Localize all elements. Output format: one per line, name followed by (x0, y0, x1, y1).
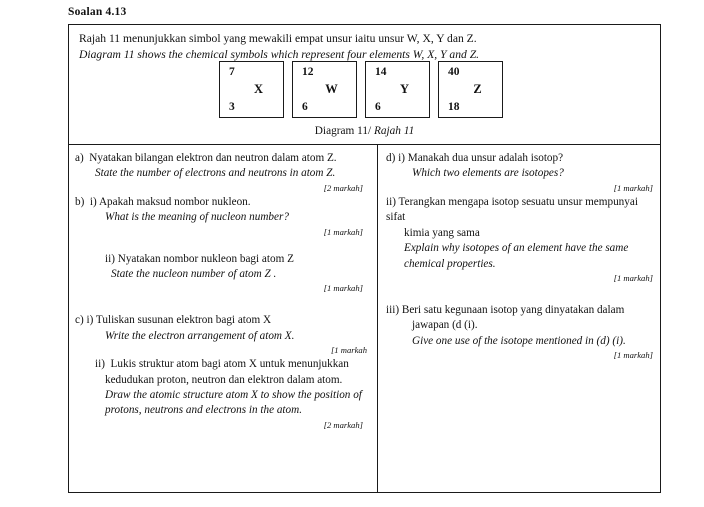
proton-number: 6 (302, 101, 308, 113)
question-c-i-malay: c) i) Tuliskan susunan elektron bagi atom X (75, 314, 272, 327)
question-d-iii-malay-line1: iii) Beri satu kegunaan isotop yang dinyatakan dalam (386, 303, 625, 316)
element-symbol: Y (399, 82, 410, 96)
element-symbol: W (325, 82, 338, 96)
element-symbol-row (219, 61, 503, 118)
element-symbol: Z (473, 82, 482, 96)
question-d-i-malay: d) i) Manakah dua unsur adalah isotop? (386, 152, 564, 164)
question-d-iii-malay-line2: jawapan (d (i). (412, 319, 478, 332)
element-box (438, 61, 503, 118)
question-c-ii-marks: [2 markah] (323, 419, 363, 430)
question-a-malay: a) Nyatakan bilangan elektron dan neutron dalam atom Z. (75, 152, 337, 164)
right-question-column (378, 145, 661, 362)
element-box (365, 61, 430, 118)
question-c-i (75, 313, 369, 357)
page-title: Soalan 4.13 (68, 6, 127, 18)
question-d-iii (386, 303, 653, 362)
nucleon-number: 12 (302, 66, 314, 78)
question-c-i-english: Write the electron arrangement of atom X. (105, 329, 295, 342)
question-b-ii-english: State the nucleon number of atom Z . (111, 267, 277, 280)
nucleon-number: 40 (448, 66, 460, 78)
question-d-ii-english-line1: Explain why isotopes of an element have the same (404, 242, 629, 255)
element-box (292, 61, 357, 118)
question-a (75, 151, 369, 195)
intro-text (69, 25, 660, 64)
question-b-ii (75, 252, 369, 296)
question-d-iii-marks: [1 markah] (613, 350, 653, 361)
question-d-ii-malay-line2: kimia yang sama (404, 226, 480, 239)
question-d-i-english: Which two elements are isotopes? (412, 167, 564, 180)
question-box (68, 24, 661, 493)
question-a-english: State the number of electrons and neutrons in atom Z. (95, 167, 336, 180)
question-b-ii-malay: ii) Nyatakan nombor nukleon bagi atom Z (105, 252, 294, 265)
question-c-ii-english-line2: protons, neutrons and electrons in the atom. (105, 404, 303, 417)
intro-malay: Rajah 11 menunjukkan simbol yang mewakili empat unsur iaitu unsur W, X, Y dan Z. (79, 32, 477, 45)
question-d-ii-english-line2: chemical properties. (404, 257, 496, 270)
question-d-i-marks: [1 markah] (613, 182, 653, 193)
question-c-i-marks: [1 markah (330, 345, 367, 356)
question-d-ii (386, 195, 653, 285)
proton-number: 3 (229, 101, 235, 113)
question-c-ii (75, 357, 369, 432)
question-b-i (75, 195, 369, 239)
element-symbol: X (253, 82, 264, 96)
question-c-ii-malay-line2: kedudukan proton, neutron dan elektron dalam atom. (105, 373, 343, 386)
question-b-i-marks: [1 markah] (323, 226, 363, 237)
element-box (219, 61, 284, 118)
question-d-ii-malay-line1: ii) Terangkan mengapa isotop sesuatu unsur mempunyai sifat (386, 195, 638, 224)
intro-english: Diagram 11 shows the chemical symbols which represent four elements W, X, Y and Z. (79, 48, 480, 62)
nucleon-number: 7 (229, 66, 235, 78)
diagram-caption (69, 125, 660, 137)
proton-number: 6 (375, 101, 381, 113)
question-b-i-malay: b) i) Apakah maksud nombor nukleon. (75, 195, 251, 208)
question-c-ii-english-line1: Draw the atomic structure atom X to show the position of (105, 388, 362, 401)
left-question-column (69, 145, 377, 432)
nucleon-number: 14 (375, 66, 387, 78)
question-b-ii-marks: [1 markah] (323, 283, 363, 294)
proton-number: 18 (448, 101, 460, 113)
diagram-caption-malay: Rajah 11 (373, 125, 415, 137)
question-d-i (386, 151, 653, 195)
question-d-iii-english: Give one use of the isotope mentioned in (d) (i). (412, 334, 626, 347)
question-c-ii-malay-line1: ii) Lukis struktur atom bagi atom X untuk menunjukkan (95, 358, 349, 371)
question-a-marks: [2 markah] (323, 182, 363, 193)
question-d-ii-marks: [1 markah] (613, 273, 653, 284)
diagram-caption-english: Diagram 11/ (314, 125, 374, 137)
question-b-i-english: What is the meaning of nucleon number? (105, 211, 289, 224)
